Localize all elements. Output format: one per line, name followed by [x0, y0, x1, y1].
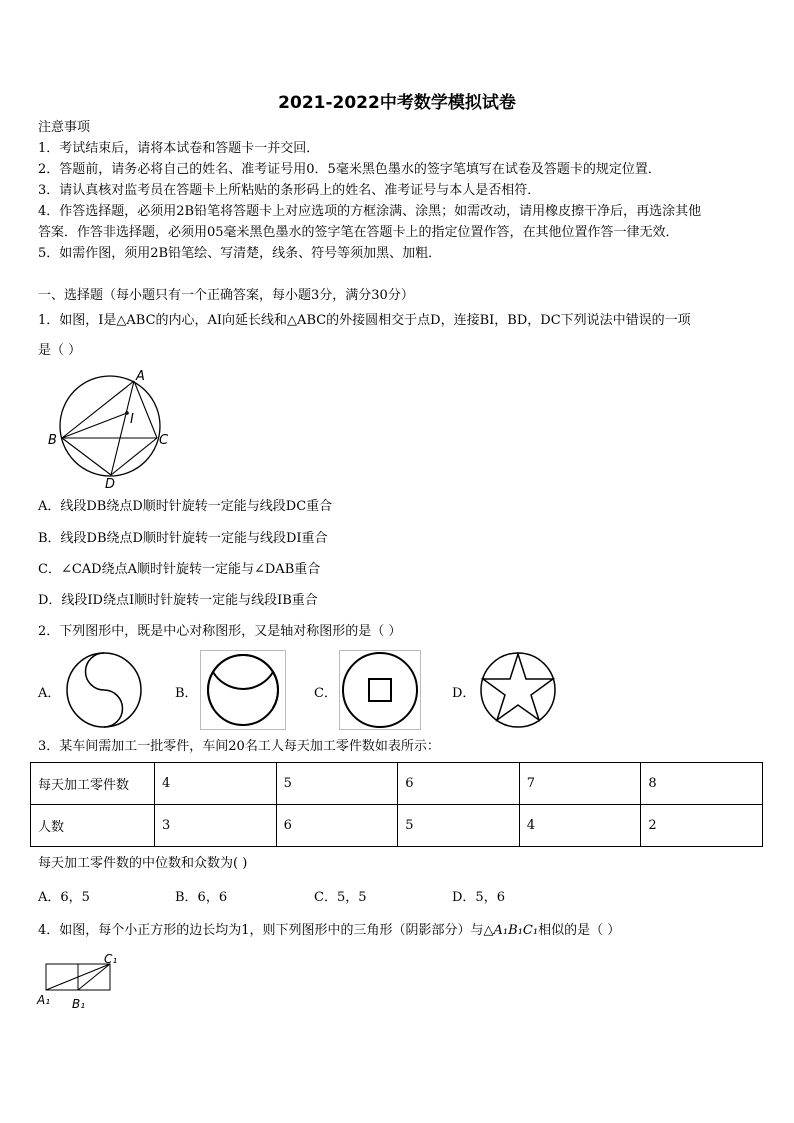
notice-heading: 注意事项 [38, 120, 91, 135]
taiji-figure [64, 650, 144, 730]
q3-option-b[interactable]: B．6，6 [175, 890, 228, 905]
q4-stem-after: 相似的是（ ） [538, 923, 621, 938]
q2-option-c-label[interactable]: C． [314, 686, 337, 701]
q1-stem-line2: 是（ ） [38, 343, 82, 358]
table-header-cell: 人数 [31, 805, 155, 847]
q1-circle-figure [44, 368, 176, 490]
table-cell: 8 [641, 763, 763, 805]
label-c: C [159, 433, 169, 448]
q4-stem-math: △A₁B₁C₁ [483, 923, 539, 938]
q1-option-b[interactable]: B．线段DB绕点D顺时针旋转一定能与线段DI重合 [38, 531, 328, 546]
q1-option-c[interactable]: C．∠CAD绕点A顺时针旋转一定能与∠DAB重合 [38, 562, 321, 577]
label-c1: C₁ [104, 952, 118, 966]
q3-question: 每天加工零件数的中位数和众数为( ) [38, 856, 248, 871]
grid-square-left [46, 964, 78, 990]
notice-item: 5．如需作图，须用2B铅笔绘、写清楚，线条、符号等须加黑、加粗． [38, 246, 442, 261]
q4-stem [38, 922, 620, 940]
table-cell: 4 [519, 805, 641, 847]
q2-option-b-label[interactable]: B． [175, 686, 198, 701]
q2-option-a-label[interactable]: A． [38, 686, 61, 701]
q2-option-d-label[interactable]: D． [452, 686, 476, 701]
table-cell: 6 [398, 763, 520, 805]
notice-item: 4．作答选择题，必须用2B铅笔将答题卡上对应选项的方框涂满、涂黑；如需改动，请用橡皮擦干净后，再选涂其他 [38, 204, 702, 219]
table-cell: 6 [276, 805, 398, 847]
table-cell: 2 [641, 805, 763, 847]
table-cell: 4 [155, 763, 277, 805]
star-figure [478, 650, 558, 730]
label-i: I [130, 412, 134, 427]
table-cell: 5 [276, 763, 398, 805]
q3-table [30, 762, 763, 847]
page-title: 2021-2022中考数学模拟试卷 [278, 93, 516, 113]
label-b: B [48, 433, 57, 448]
table-row [31, 805, 763, 847]
q1-option-d[interactable]: D．线段ID绕点I顺时针旋转一定能与线段IB重合 [38, 593, 318, 608]
q2-stem: 2．下列图形中，既是中心对称图形，又是轴对称图形的是（ ） [38, 624, 402, 639]
q1-option-a[interactable]: A．线段DB绕点D顺时针旋转一定能与线段DC重合 [38, 499, 333, 514]
point-i [125, 411, 129, 415]
triangle-side-b1c1 [78, 964, 110, 990]
table-cell: 3 [155, 805, 277, 847]
label-a: A [136, 369, 145, 384]
table-cell: 5 [398, 805, 520, 847]
table-row [31, 763, 763, 805]
q3-stem: 3．某车间需加工一批零件，车间20名工人每天加工零件数如表所示： [38, 739, 440, 754]
notice-item: 2．答题前，请务必将自己的姓名、准考证号用0．5毫米黑色墨水的签字笔填写在试卷及答题卡的规定位置． [38, 162, 661, 177]
circumcircle [60, 376, 160, 476]
q3-option-d[interactable]: D．5，6 [452, 890, 505, 905]
segment-ad [111, 381, 134, 475]
table-cell: 7 [519, 763, 641, 805]
notice-item: 1．考试结束后，请将本试卷和答题卡一并交回． [38, 141, 320, 156]
label-b1: B₁ [72, 997, 86, 1011]
trefoil-figure [200, 650, 286, 730]
label-d: D [105, 477, 116, 490]
q3-option-a[interactable]: A．6，5 [38, 890, 90, 905]
segment-ac [134, 381, 157, 438]
segment-ab [62, 381, 134, 438]
q3-option-c[interactable]: C．5，5 [314, 890, 367, 905]
segment-bi [62, 413, 127, 438]
notice-item: 3．请认真核对监考员在答题卡上所粘贴的条形码上的姓名、准考证号与本人是否相符． [38, 183, 541, 198]
table-header-cell: 每天加工零件数 [31, 763, 155, 805]
q1-stem-line1: 1．如图，I是△ABC的内心，AI向延长线和△ABC的外接圆相交于点D，连接BI，BD，DC下列说法中错误的一项 [38, 313, 691, 328]
notice-item: 答案．作答非选择题，必须用05毫米黑色墨水的签字笔在答题卡上的指定位置作答，在其他位置作答一律无效． [38, 225, 679, 240]
section-heading: 一、选择题（每小题只有一个正确答案，每小题3分，满分30分） [38, 288, 414, 303]
q4-triangle-figure [34, 952, 134, 1014]
q4-stem-before: 4．如图，每个小正方形的边长均为1，则下列图形中的三角形（阴影部分）与 [38, 923, 484, 938]
coin-figure [339, 650, 421, 730]
label-a1: A₁ [37, 993, 51, 1007]
